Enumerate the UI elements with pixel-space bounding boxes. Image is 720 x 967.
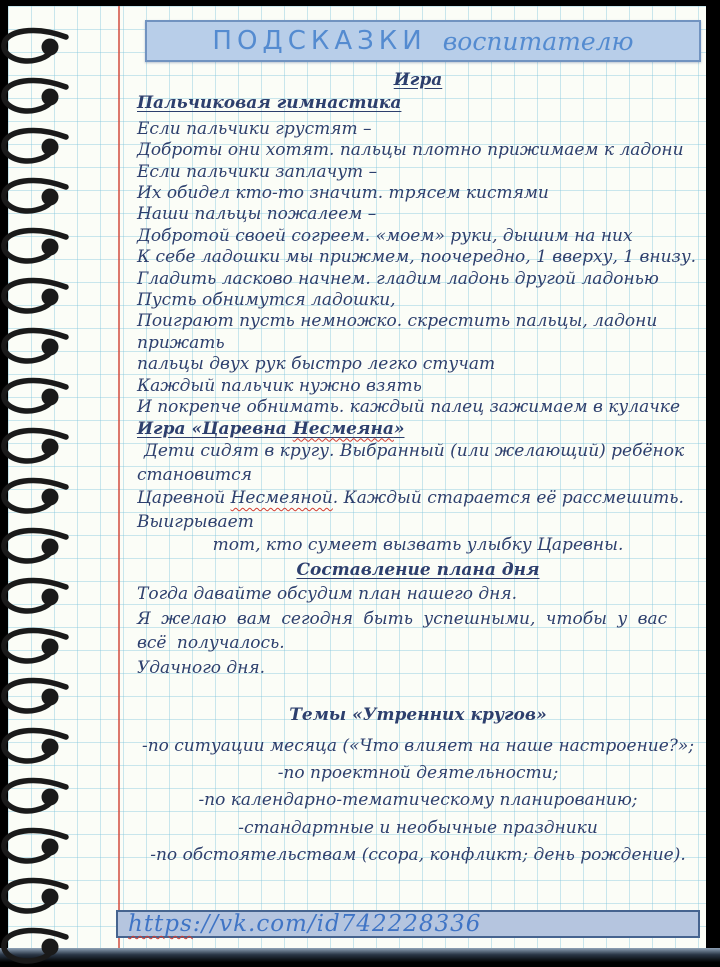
page-title: ПОДСКАЗКИ [212, 26, 427, 56]
text-part: Каждый пальчик нужно взять [137, 375, 422, 396]
section-heading [137, 70, 699, 91]
text-line [137, 311, 699, 354]
section-heading [137, 93, 699, 114]
spiral-coil [4, 881, 66, 912]
text-line [137, 162, 699, 183]
text-part: Составление плана дня [296, 559, 540, 580]
spiral-coil [4, 181, 66, 212]
text-part: Пусть обнимутся ладошки, [137, 290, 396, 311]
page-subtitle: воспитателю [442, 26, 634, 56]
text-line [137, 534, 699, 558]
section-heading [137, 558, 699, 582]
text-line [137, 760, 699, 787]
text-part: И покрепче обнимать. каждый палец зажимаем в кулачке [137, 397, 681, 418]
content-area [137, 64, 699, 869]
spiral-coil [4, 131, 66, 162]
spiral-coil [4, 581, 66, 612]
text-part: Если пальчики заплачут – [137, 161, 378, 182]
text-line [137, 582, 699, 606]
section-heading [137, 419, 699, 440]
spiral-coil [4, 681, 66, 712]
text-part: К себе ладошки мы прижмем, поочередно, 1 вверху, 1 внизу. [137, 247, 697, 268]
text-part: Царевной [137, 488, 231, 509]
spiral-coil [4, 81, 66, 112]
text-line [137, 376, 699, 397]
spiral-coil [4, 431, 66, 462]
text-line [137, 269, 699, 290]
bottom-edge [0, 948, 720, 967]
text-line [137, 247, 699, 268]
text-part: Поиграют пусть немножко. скрестить пальцы, ладони прижать [137, 311, 658, 353]
url-text-part: ://vk.com/id742228336 [192, 911, 482, 937]
text-part: -по проектной деятельности; [277, 763, 559, 784]
text-line [137, 397, 699, 418]
text-part: Тогда давайте обсудим план нашего дня. [137, 584, 518, 605]
text-part: Наши пальцы пожалеем – [137, 204, 377, 225]
spiral-coil [4, 531, 66, 562]
misspelled-word: Несмеяна [292, 418, 394, 439]
text-part: Пальчиковая гимнастика [137, 93, 402, 114]
footer-url-box [116, 910, 700, 938]
spiral-coil [4, 731, 66, 762]
text-part: Их обидел кто-то значит. трясем кистями [137, 183, 549, 204]
spiral-binding [0, 0, 80, 967]
text-part: Игра «Царевна [137, 418, 293, 439]
text-line [137, 204, 699, 225]
spiral-coil [4, 231, 66, 262]
text-part: -по календарно-тематическому планированию; [198, 790, 638, 811]
text-part: Игра [393, 70, 443, 90]
spiral-coil [4, 31, 66, 62]
text-part: тот, кто сумеет вызвать улыбку Царевны. [212, 535, 624, 556]
text-part: -по обстоятельствам (ссора, конфликт; день рождение). [150, 844, 686, 865]
text-line [137, 733, 699, 760]
text-line [137, 656, 699, 680]
spiral-coil [4, 831, 66, 862]
text-line [137, 140, 699, 161]
text-part: Темы «Утренних кругов» [289, 704, 547, 725]
spiral-coil [4, 931, 66, 962]
text-line [137, 842, 699, 869]
text-line [137, 290, 699, 311]
text-part: » [393, 418, 405, 439]
text-line [137, 226, 699, 247]
spiral-coil [4, 381, 66, 412]
text-line [137, 119, 699, 140]
text-part: Добротой своей согреем. «моем» руки, дышим на них [137, 225, 633, 246]
footer-url [128, 911, 481, 937]
text-part: -стандартные и необычные праздники [238, 817, 598, 838]
spiral-coil [4, 481, 66, 512]
text-line [137, 440, 699, 487]
title-banner [145, 20, 701, 62]
text-part: . Каждый старается её рассмешить. Выигрывает [137, 488, 684, 532]
text-line [137, 787, 699, 814]
text-line [137, 815, 699, 842]
text-line [137, 183, 699, 204]
misspelled-word: Несмеяной [230, 488, 333, 509]
text-part: Дети сидят в кругу. Выбранный (или желающий) ребёнок становится [137, 440, 685, 485]
text-part: Я желаю вам сегодня быть успешными, чтобы у вас всё получалось. [137, 608, 668, 654]
text-line [137, 354, 699, 375]
text-line [137, 607, 699, 656]
text-part: Если пальчики грустят – [137, 118, 372, 139]
section-heading [137, 702, 699, 728]
spiral-coil [4, 331, 66, 362]
text-part: Удачного дня. [137, 657, 266, 678]
spiral-coil [4, 781, 66, 812]
text-part: пальцы двух рук быстро легко стучат [137, 354, 496, 375]
text-part: -по ситуации месяца («Что влияет на наше настроение?»; [141, 735, 695, 756]
spiral-coil [4, 281, 66, 312]
text-part: Гладить ласково начнем. гладим ладонь другой ладонью [137, 268, 659, 289]
spiral-coil [4, 631, 66, 662]
margin-line [118, 6, 120, 948]
text-part: Доброты они хотят. пальцы плотно прижимаем к ладони [137, 140, 684, 161]
misspelled-word: https [128, 911, 193, 937]
text-line [137, 487, 699, 534]
